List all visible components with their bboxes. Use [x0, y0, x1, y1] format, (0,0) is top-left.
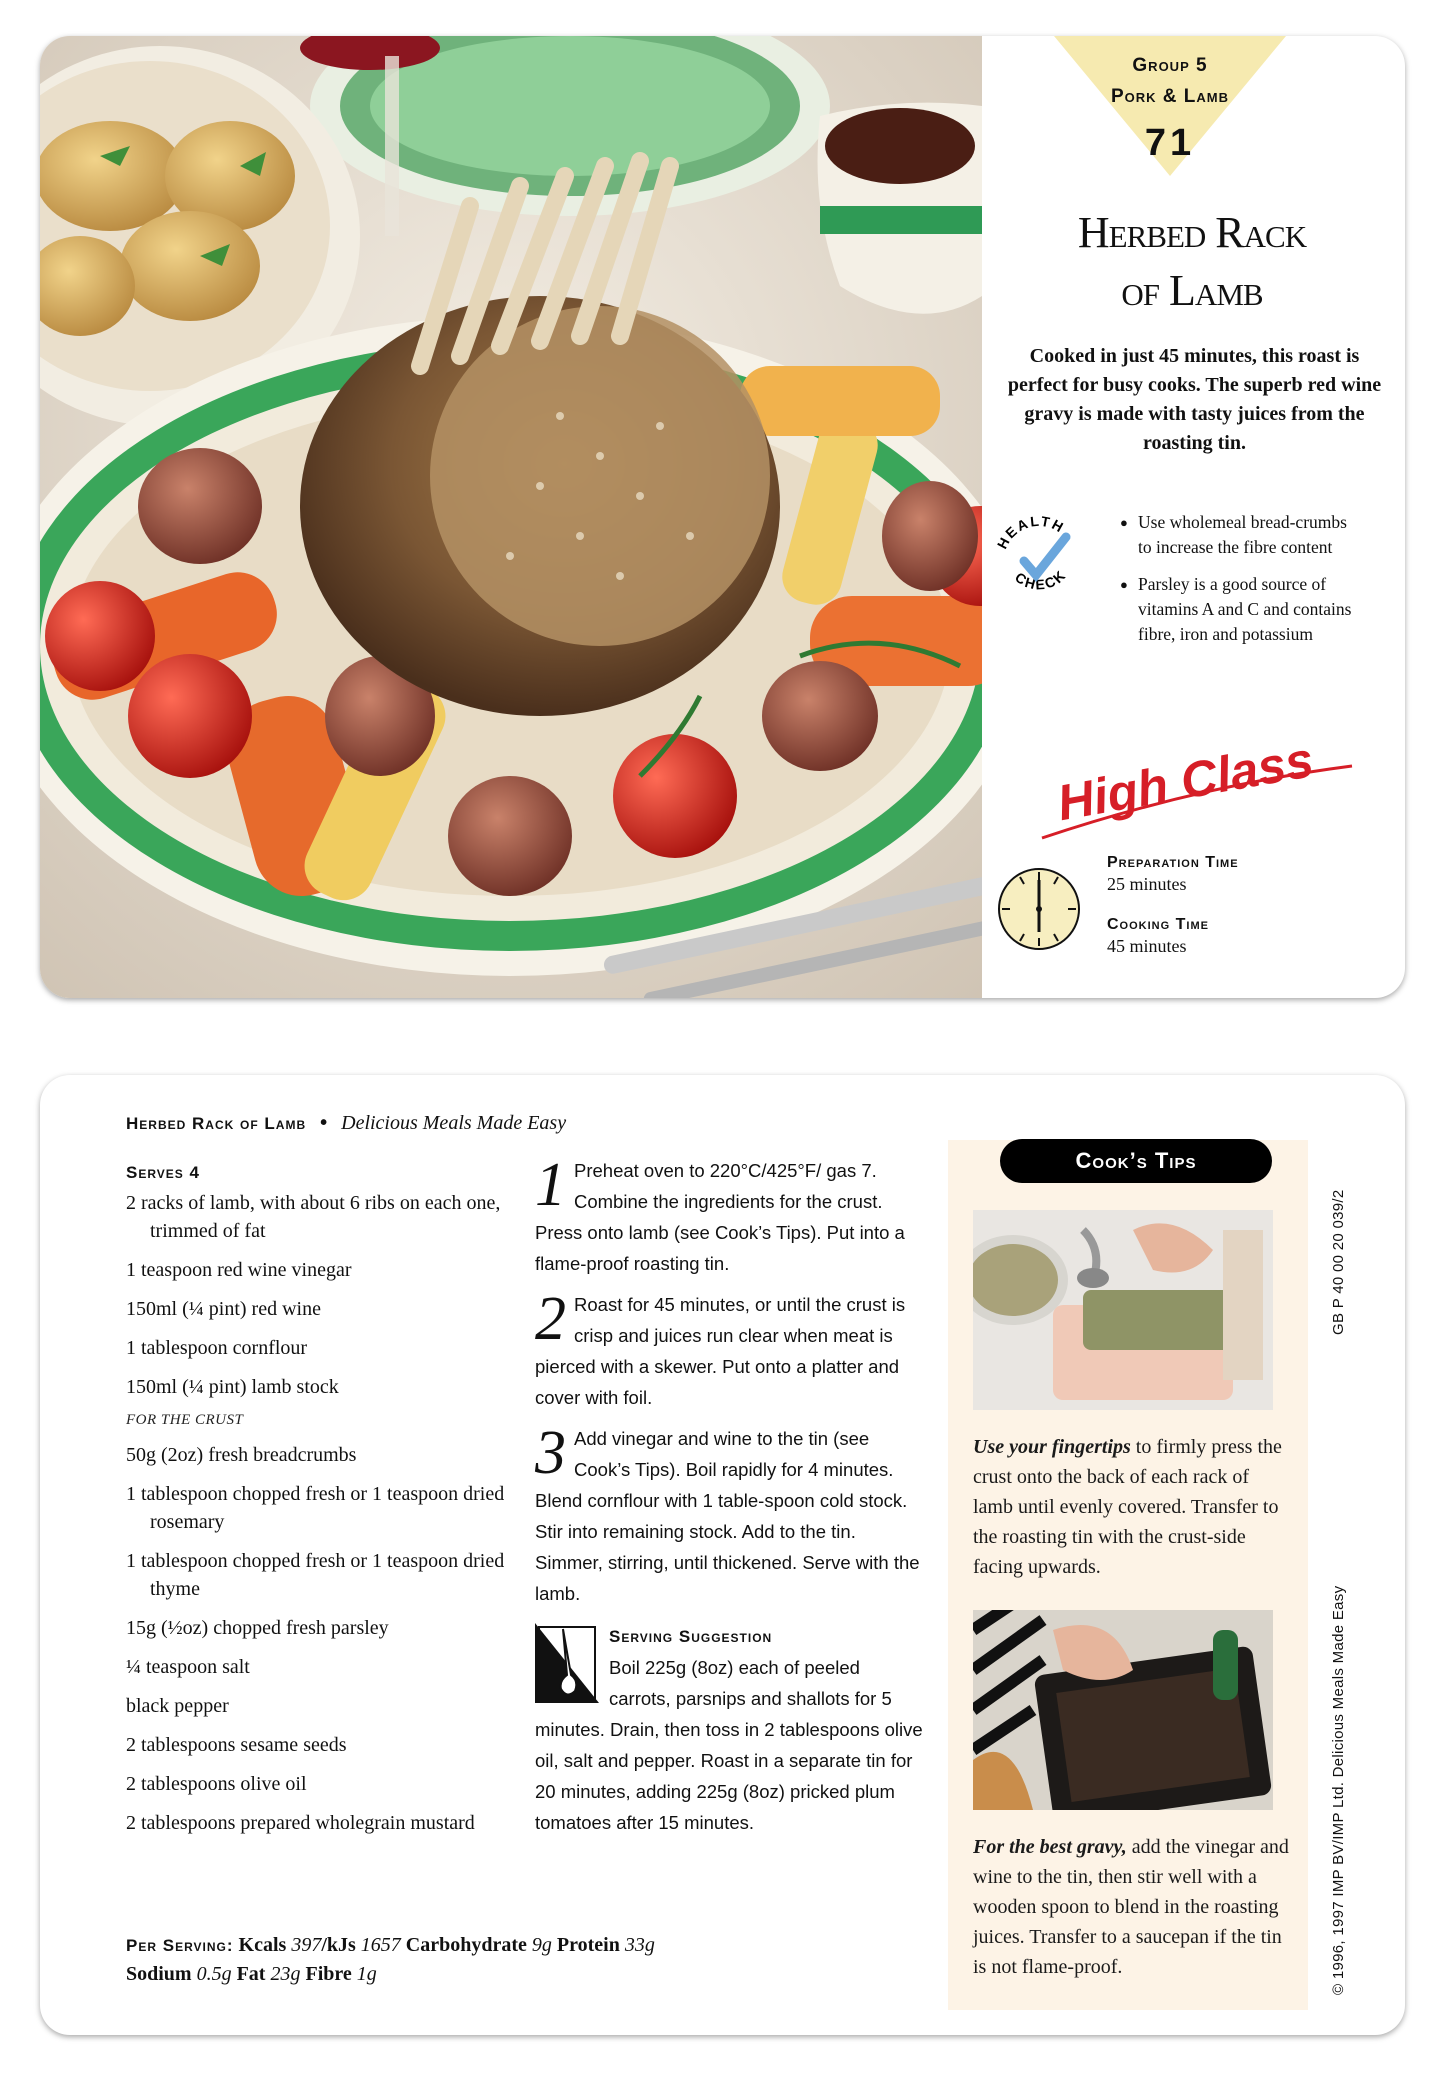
- serving-suggestion-text: Boil 225g (8oz) each of peeled carrots, parsnips and shallots for 5 minutes. Drain, then toss in 2 tablespoons olive oil, salt and pepper. Roast in a separate tin for 20 minutes, adding 225g (8oz) pricked plum tomatoes after 15 minutes.: [535, 1657, 923, 1833]
- series-name: Delicious Meals Made Easy: [341, 1112, 567, 1134]
- tip-gravy-body: add the vinegar and wine to the tin, then stir well with a wooden spoon to blend in the roasting juices. Transfer to a saucepan if the tin is not flame-proof.: [973, 1836, 1289, 1978]
- fat-label: Fat: [236, 1963, 266, 1985]
- ingredient-item: black pepper: [126, 1695, 229, 1717]
- ingredient-item: ¼ teaspoon salt: [126, 1656, 250, 1678]
- health-points-list: [1120, 510, 1360, 659]
- gravy-tin-illustration: [973, 1610, 1273, 1810]
- back-header: [126, 1112, 566, 1135]
- step-number: 2: [535, 1285, 566, 1353]
- kjs-label: /kJs: [321, 1934, 356, 1956]
- nutrition-info: [126, 1931, 926, 1988]
- kcals-value: 397: [291, 1934, 322, 1956]
- group-category-label: Pork & Lamb: [1110, 86, 1230, 107]
- serving-suggestion: [535, 1621, 925, 1838]
- ingredient-item: 2 tablespoons sesame seeds: [126, 1734, 347, 1756]
- lamb-roast-photo: [40, 36, 982, 998]
- kcals-label: Kcals: [238, 1934, 287, 1956]
- crust-label: FOR THE CRUST: [126, 1412, 244, 1428]
- per-serving-label: Per Serving:: [126, 1936, 234, 1955]
- health-point: ● Use wholemeal bread-crumbs to increase the fibre content: [1120, 510, 1360, 560]
- fat-value: 23g: [270, 1963, 301, 1985]
- high-class-badge: [1037, 726, 1357, 846]
- health-point: ● Parsley is a good source of vitamins A and C and contains fibre, iron and potassium: [1120, 572, 1360, 647]
- recipe-card-back: [40, 1075, 1405, 2035]
- prep-time-block: [1107, 854, 1367, 896]
- copyright-notice: © 1996, 1997 IMP BV/IMP Ltd. Delicious Meals Made Easy: [1330, 1585, 1347, 1995]
- pressing-crust-illustration: [973, 1210, 1273, 1410]
- sodium-label: Sodium: [126, 1963, 192, 1985]
- serving-spoon-icon: [535, 1623, 599, 1703]
- serving-suggestion-title: Serving Suggestion: [609, 1627, 773, 1646]
- crust-ingredients-list: [126, 1441, 526, 1837]
- high-class-text: High Class: [1053, 731, 1318, 832]
- tip-crust-text: [973, 1432, 1293, 1582]
- health-check-badge: [994, 506, 1084, 606]
- prep-time-label: Preparation Time: [1107, 854, 1239, 871]
- tip-gravy-text: [973, 1832, 1293, 1982]
- fibre-label: Fibre: [305, 1963, 352, 1985]
- recipe-title: [992, 204, 1392, 320]
- group-number-label: Group 5: [1132, 55, 1208, 76]
- health-check-icon: [994, 506, 1084, 606]
- tip-crust-lead: Use your fingertips: [973, 1436, 1131, 1458]
- method-step: [535, 1285, 925, 1413]
- recipe-card-front: [40, 36, 1405, 998]
- ingredient-item: 50g (2oz) fresh breadcrumbs: [126, 1444, 357, 1466]
- tip-photo-gravy: [973, 1610, 1273, 1810]
- roast-illustration: [40, 36, 982, 998]
- card-number: 71: [1144, 122, 1196, 164]
- timer-face: [996, 866, 1082, 952]
- ingredient-item: 1 tablespoon chopped fresh or 1 teaspoon dried rosemary: [126, 1483, 505, 1533]
- prep-time-value: 25 minutes: [1107, 874, 1187, 894]
- recipe-intro: Cooked in just 45 minutes, this roast is perfect for busy cooks. The superb red wine gravy is made with tasty juices from the roasting tin.: [1007, 345, 1382, 454]
- group-label: [1054, 50, 1286, 112]
- cooks-tips-panel: [948, 1140, 1308, 2010]
- serving-icon-graphic: [535, 1623, 599, 1703]
- health-check-top-text: HEALTH: [994, 512, 1068, 552]
- ingredients-list: [126, 1189, 526, 1401]
- step-number: 1: [535, 1151, 566, 1219]
- serves-label: Serves 4: [126, 1163, 200, 1182]
- product-code: GB P 40 00 20 039/2: [1330, 1189, 1347, 1335]
- clock-icon: [996, 866, 1082, 952]
- tip-crust-body: to firmly press the crust onto the back of each rack of lamb until evenly covered. Transfer to the roasting tin with the crust-side facing upwards.: [973, 1436, 1282, 1578]
- front-info-panel: [982, 36, 1405, 998]
- health-check-bottom-text: CHECK: [1012, 566, 1070, 593]
- tip-gravy-lead: For the best gravy,: [973, 1836, 1127, 1858]
- ingredient-item: 150ml (¼ pint) lamb stock: [126, 1376, 339, 1398]
- ingredient-item: 2 tablespoons prepared wholegrain mustard: [126, 1812, 475, 1834]
- sodium-value: 0.5g: [196, 1963, 232, 1985]
- step-number: 3: [535, 1419, 566, 1487]
- protein-value: 33g: [624, 1934, 655, 1956]
- method-section: [535, 1151, 925, 1838]
- carbohydrate-value: 9g: [531, 1934, 552, 1956]
- step-text: Add vinegar and wine to the tin (see Cook’s Tips). Boil rapidly for 4 minutes. Blend cornflour with 1 table-spoon cold stock. Stir into remaining stock. Add to the tin. Simmer, stirring, until thickened. Serve with the lamb.: [535, 1428, 920, 1604]
- method-step: [535, 1151, 925, 1279]
- tip-photo-crust: [973, 1210, 1273, 1410]
- ingredients-section: [126, 1163, 526, 1848]
- ingredient-item: 2 racks of lamb, with about 6 ribs on each one, trimmed of fat: [126, 1192, 501, 1242]
- ingredient-item: 150ml (¼ pint) red wine: [126, 1298, 321, 1320]
- ingredient-item: 15g (½oz) chopped fresh parsley: [126, 1617, 389, 1639]
- back-recipe-title: Herbed Rack of Lamb: [126, 1114, 307, 1133]
- ingredient-item: 1 tablespoon cornflour: [126, 1337, 308, 1359]
- high-class-logo: [1037, 726, 1357, 846]
- step-text: Roast for 45 minutes, or until the crust is crisp and juices run clear when meat is pierced with a skewer. Put onto a platter and cover with foil.: [535, 1294, 906, 1408]
- kjs-value: 1657: [360, 1934, 401, 1956]
- ingredient-item: 2 tablespoons olive oil: [126, 1773, 307, 1795]
- fibre-value: 1g: [356, 1963, 377, 1985]
- ingredient-item: 1 tablespoon chopped fresh or 1 teaspoon dried thyme: [126, 1550, 505, 1600]
- ingredient-item: 1 teaspoon red wine vinegar: [126, 1259, 352, 1281]
- method-step: [535, 1419, 925, 1609]
- protein-label: Protein: [556, 1934, 620, 1956]
- cook-time-block: [1107, 916, 1367, 958]
- cook-time-label: Cooking Time: [1107, 916, 1209, 933]
- group-flag: [1054, 36, 1286, 176]
- recipe-title-line-2: of Lamb: [1121, 266, 1263, 315]
- header-bullet: •: [320, 1112, 328, 1134]
- step-text: Preheat oven to 220°C/425°F/ gas 7. Combine the ingredients for the crust. Press onto lamb (see Cook’s Tips). Put into a flame-proof roasting tin.: [535, 1160, 905, 1274]
- cooks-tips-title: Cook’s Tips: [1000, 1139, 1272, 1183]
- carbohydrate-label: Carbohydrate: [405, 1934, 527, 1956]
- recipe-title-line-1: Herbed Rack: [1077, 208, 1307, 257]
- cook-time-value: 45 minutes: [1107, 936, 1187, 956]
